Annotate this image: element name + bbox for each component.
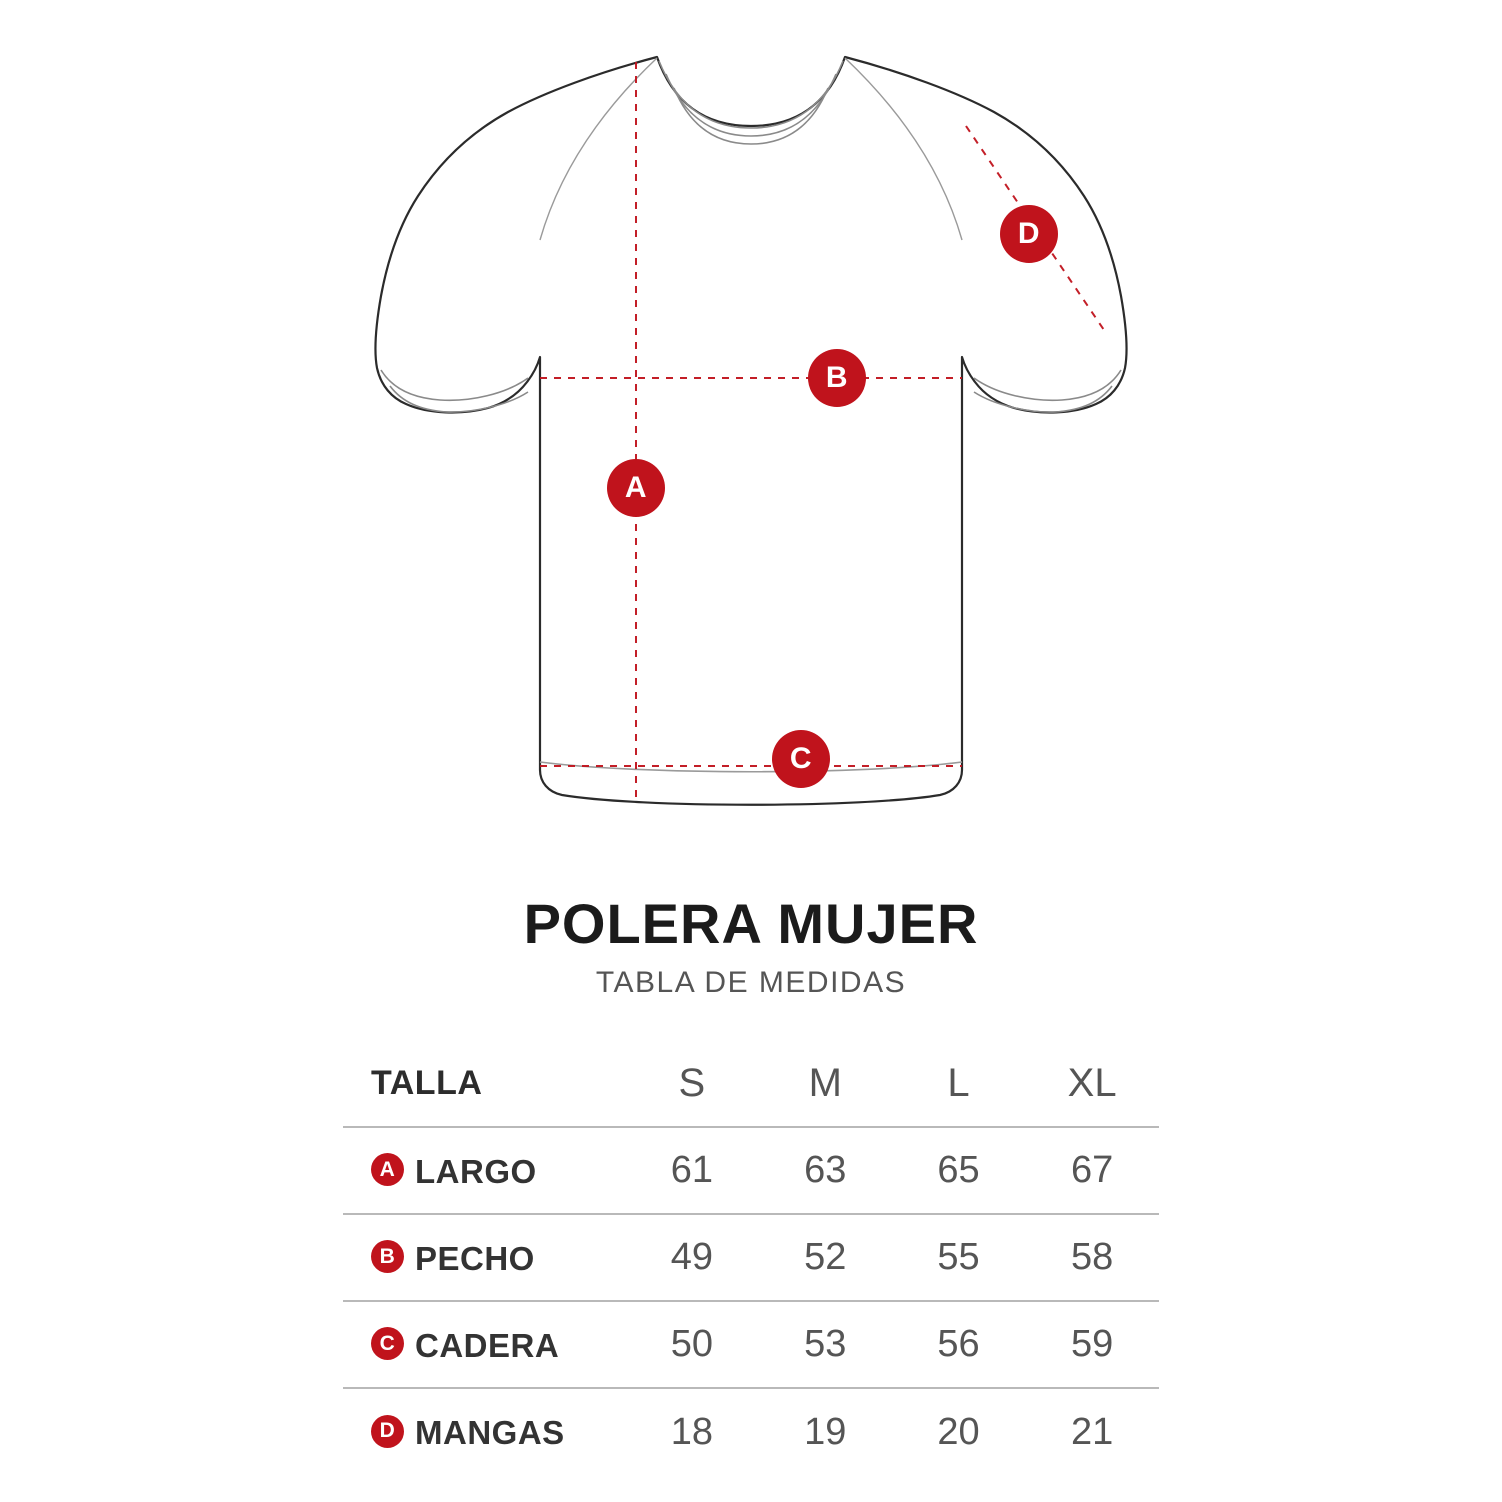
row-label-mangas (343, 1388, 625, 1475)
header-talla: TALLA (371, 1063, 483, 1102)
row-label-text: CADERA (415, 1326, 560, 1364)
pecho-l: 55 (892, 1214, 1025, 1301)
pecho-m: 52 (759, 1214, 892, 1301)
cadera-xl: 59 (1025, 1301, 1159, 1388)
header-size-l: L (947, 1060, 970, 1105)
largo-s: 61 (625, 1127, 758, 1214)
cadera-s: 50 (625, 1301, 758, 1388)
badge-c: C (371, 1327, 404, 1360)
largo-m: 63 (759, 1127, 892, 1214)
row-label-text: LARGO (415, 1152, 537, 1190)
largo-xl: 67 (1025, 1127, 1159, 1214)
marker-b-pecho: B (808, 349, 866, 407)
row-label-pecho (343, 1214, 625, 1301)
row-label-text: MANGAS (415, 1414, 565, 1452)
table-row (343, 1127, 1159, 1214)
row-label-largo (343, 1127, 625, 1214)
pecho-xl: 58 (1025, 1214, 1159, 1301)
header-size-s: S (678, 1060, 706, 1105)
row-label-cadera (343, 1301, 625, 1388)
cadera-l: 56 (892, 1301, 1025, 1388)
table-header-row (343, 1040, 1159, 1127)
title-block (0, 892, 1502, 1000)
page-subtitle: TABLA DE MEDIDAS (595, 965, 907, 999)
mangas-l: 20 (892, 1388, 1025, 1475)
table-row (343, 1214, 1159, 1301)
marker-a-largo: A (607, 459, 665, 517)
row-label-text: PECHO (415, 1239, 535, 1277)
page-title: POLERA MUJER (523, 892, 979, 955)
badge-b: B (371, 1240, 404, 1273)
header-size-xl: XL (1067, 1060, 1117, 1105)
cadera-m: 53 (759, 1301, 892, 1388)
mangas-xl: 21 (1025, 1388, 1159, 1475)
marker-d-mangas: D (1000, 205, 1058, 263)
mangas-m: 19 (759, 1388, 892, 1475)
badge-d: D (371, 1415, 404, 1448)
mangas-s: 18 (625, 1388, 758, 1475)
largo-l: 65 (892, 1127, 1025, 1214)
size-chart-table (343, 1040, 1159, 1475)
header-size-m: M (808, 1060, 842, 1105)
table-row (343, 1388, 1159, 1475)
marker-c-cadera: C (772, 730, 830, 788)
pecho-s: 49 (625, 1214, 758, 1301)
badge-a: A (371, 1153, 404, 1186)
table-row (343, 1301, 1159, 1388)
